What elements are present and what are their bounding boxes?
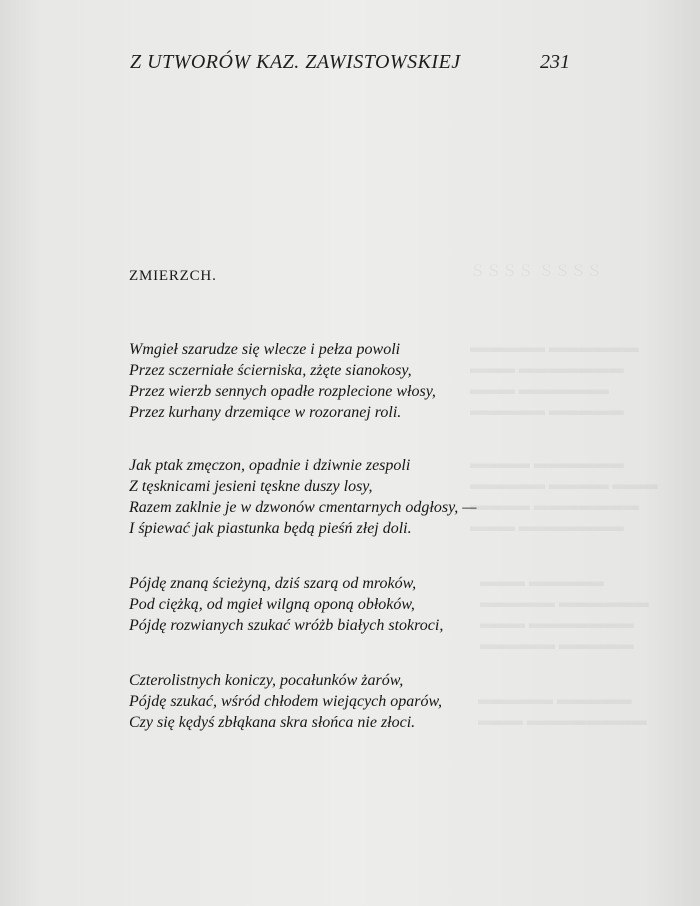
poem-title: ZMIERZCH.: [129, 268, 217, 284]
show-through-shadow: [470, 262, 603, 283]
show-through-shadow: [470, 338, 639, 422]
verse-line: Z tęsknicami jesieni tęskne duszy losy,: [129, 478, 373, 495]
page-number: 231: [540, 51, 570, 73]
verse-line: Czterolistnych koniczy, pocałunków żarów,: [129, 672, 404, 689]
verse-line: Czy się kędyś zbłąkana skra słońca nie złoci.: [129, 714, 416, 731]
verse-line: Pójdę znaną ścieżyną, dziś szarą od mroków,: [129, 575, 417, 592]
verse-line: Przez wierzb sennych opadłe rozplecione włosy,: [129, 383, 436, 400]
stanza: [129, 670, 442, 733]
verse-line: Razem zaklnie je w dzwonów cmentarnych odgłosy, —: [129, 499, 477, 516]
stanza: [129, 455, 477, 539]
verse-line: I śpiewać jak piastunka będą pieśń złej doli.: [129, 520, 412, 537]
stanza: [129, 573, 443, 636]
verse-line: Przez kurhany drzemiące w rozoranej roli.: [129, 404, 402, 421]
verse-line: Pójdę szukać, wśród chłodem wiejących oparów,: [129, 693, 442, 710]
verse-line: Jak ptak zmęczon, opadnie i dziwnie zespoli: [129, 457, 411, 474]
verse-line: Pod ciężką, od mgieł wilgną oponą obłoków,: [129, 596, 415, 613]
stanza: [129, 339, 436, 423]
show-through-shadow: [480, 572, 649, 656]
verse-line: Wmgieł szarudze się wlecze i pełza powoli: [129, 341, 401, 358]
show-through-shadow: [478, 690, 647, 732]
show-through-shadow: [470, 454, 658, 538]
running-head: Z UTWORÓW KAZ. ZAWISTOWSKIEJ: [130, 51, 461, 73]
verse-line: Pójdę rozwianych szukać wróżb białych stokroci,: [129, 617, 444, 634]
verse-line: Przez sczerniałe ścierniska, zżęte sianokosy,: [129, 362, 412, 379]
